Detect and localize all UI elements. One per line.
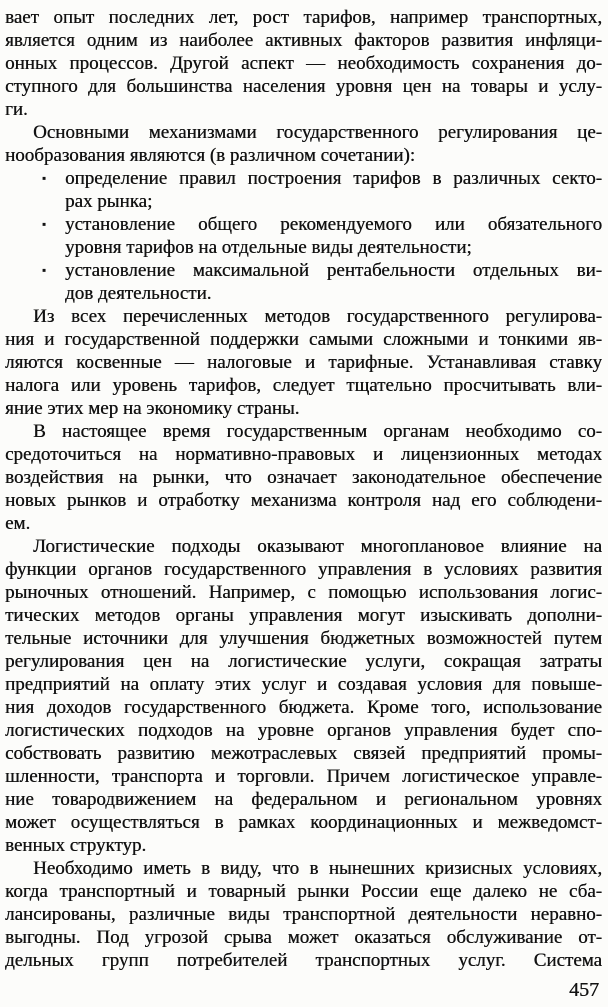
text-line: может осуществляться в рамках координационных и межведомст-	[5, 812, 602, 833]
paragraph	[5, 535, 602, 857]
bullet-item	[5, 213, 602, 259]
text-line: тельные источники для улучшения бюджетных возможностей путем	[5, 628, 602, 649]
text-line: ния доходов государственного бюджета. Кроме того, использование	[5, 697, 602, 718]
text-line: В настоящее время государственным органам необходимо со-	[33, 421, 602, 442]
text-line: функции органов государственного управления в условиях развития	[5, 559, 602, 580]
bullet-square-icon: ▪	[42, 263, 47, 277]
text-line: ния и государственной поддержки самыми сложными и тонкими яв-	[5, 329, 602, 350]
text-line: яние этих мер на экономику страны.	[5, 398, 300, 419]
text-line: воздействия на рынки, что означает законодательное обеспечение	[5, 467, 602, 488]
paragraph	[5, 305, 602, 420]
text-line: нообразования являются (в различном сочетании):	[5, 145, 416, 166]
text-line: ги.	[5, 99, 28, 120]
text-line: предприятий на оплату этих услуг и создавая условия для повыше-	[5, 674, 602, 695]
body-text	[5, 6, 602, 972]
text-line: венных структур.	[5, 835, 147, 856]
text-line: установление общего рекомендуемого или обязательного	[65, 214, 602, 235]
text-line: логистических подходов на уровне органов управления будет спо-	[5, 720, 602, 741]
text-line: ступного для большинства населения уровня цен на товары и услу-	[5, 76, 602, 97]
bullet-square-icon: ▪	[42, 171, 47, 185]
paragraph	[5, 420, 602, 535]
text-line: лансированы, различные виды транспортной деятельности неравно-	[5, 904, 602, 925]
text-line: Из всех перечисленных методов государственного регулирова-	[33, 306, 602, 327]
text-line: тических методов органы управления могут изыскивать дополни-	[5, 605, 602, 626]
text-line: установление максимальной рентабельности отдельных ви-	[65, 260, 602, 281]
text-line: собствовать развитию межотраслевых связей предприятий промы-	[5, 743, 602, 764]
paragraph	[5, 121, 602, 167]
text-line: регулирования цен на логистические услуги, сокращая затраты	[5, 651, 602, 672]
bullet-item	[5, 167, 602, 213]
text-line: новых рынков и отработку механизма контроля над его соблюдени-	[5, 490, 602, 511]
text-line: выгодны. Под угрозой срыва может оказаться обслуживание от-	[5, 927, 602, 948]
text-line: вает опыт последних лет, рост тарифов, например транспортных,	[5, 7, 602, 28]
text-line: шленности, транспорта и торговли. Причем логистическое управле-	[5, 766, 602, 787]
text-line: онных процессов. Другой аспект — необходимость сохранения до-	[5, 53, 602, 74]
paragraph	[5, 857, 602, 972]
text-line: Логистические подходы оказывают многоплановое влияние на	[33, 536, 602, 557]
text-line: налога или уровень тарифов, следует тщательно просчитывать вли-	[5, 375, 602, 396]
text-line: дов деятельности.	[65, 283, 212, 304]
text-line: уровня тарифов на отдельные виды деятельности;	[65, 237, 472, 258]
text-line: рах рынка;	[65, 191, 153, 212]
text-line: дельных групп потребителей транспортных услуг. Система	[5, 950, 602, 971]
text-line: когда транспортный и товарный рынки России еще далеко не сба-	[5, 881, 602, 902]
text-line: является одним из наиболее активных факторов развития инфляци-	[5, 30, 602, 51]
text-line: определение правил построения тарифов в различных секто-	[65, 168, 602, 189]
text-line: средоточиться на нормативно-правовых и лицензионных методах	[5, 444, 602, 465]
bullet-square-icon: ▪	[42, 217, 47, 231]
text-line: Основными механизмами государственного регулирования це-	[33, 122, 602, 143]
page-number: 457	[569, 979, 599, 1001]
text-line: ние товародвижением на федеральном и региональном уровнях	[5, 789, 602, 810]
bullet-item	[5, 259, 602, 305]
text-line: ляются косвенные — налоговые и тарифные. Устанавливая ставку	[5, 352, 602, 373]
paragraph	[5, 6, 602, 121]
text-line: рыночных отношений. Например, с помощью использования логис-	[5, 582, 602, 603]
text-line: ем.	[5, 513, 31, 534]
text-line: Необходимо иметь в виду, что в нынешних кризисных условиях,	[33, 858, 602, 879]
